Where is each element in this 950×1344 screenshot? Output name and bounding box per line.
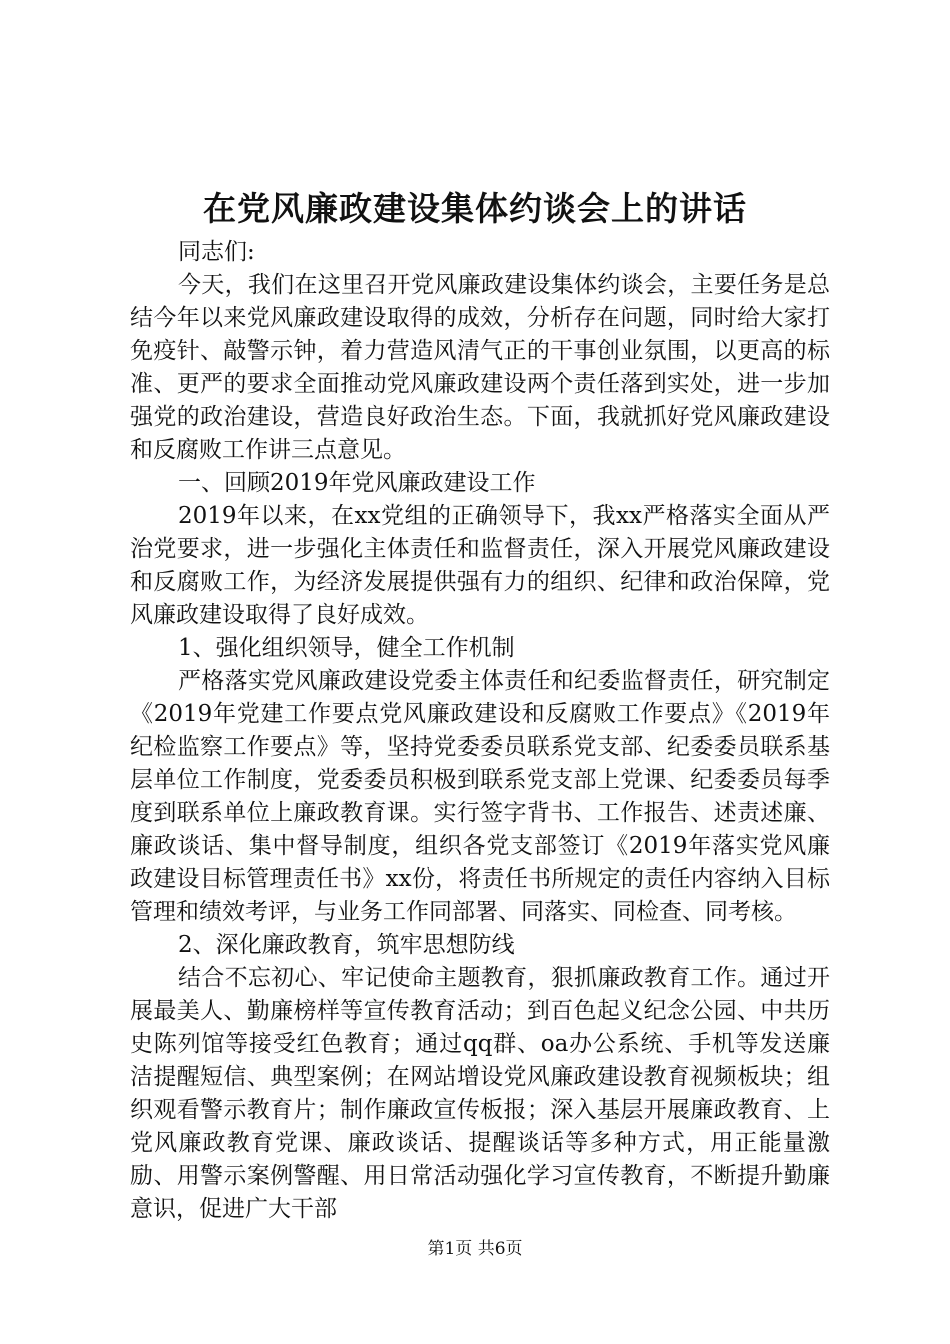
salutation: 同志们: [178,239,255,265]
subsection-heading-1: 1、强化组织领导，健全工作机制 [178,635,515,661]
subsection-2-paragraph: 结合不忘初心、牢记使命主题教育，狠抓廉政教育工作。通过开展最美人、勤廉榜样等宣传教育活动；到百色起义纪念公园、中共历史陈列馆等接受红色教育；通过qq群、oa办公系统、手机等发送廉洁提醒短信、典型案例；在网站增设党风廉政建设教育视频板块；组织观看警示教育片；制作廉政宣传板报；深入基层开展廉政教育、上党风廉政教育党课、廉政谈话、提醒谈话等多种方式，用正能量激励、用警示案例警醒、用日常活动强化学习宣传教育，不断提升勤廉意识，促进广大干部 [130,965,830,1222]
section-1-paragraph: 2019年以来，在xx党组的正确领导下，我xx严格落实全面从严治党要求，进一步强化主体责任和监督责任，深入开展党风廉政建设和反腐败工作，为经济发展提供强有力的组织、纪律和政治保障，党风廉政建设取得了良好成效。 [130,503,830,628]
subsection-heading-2: 2、深化廉政教育，筑牢思想防线 [178,932,515,958]
page-title: 在党风廉政建设集体约谈会上的讲话 [203,189,747,228]
section-heading-1: 一、回顾2019年党风廉政建设工作 [178,470,536,496]
page-footer: 第1页 共6页 [427,1239,523,1259]
document-body [130,236,830,1226]
intro-paragraph: 今天，我们在这里召开党风廉政建设集体约谈会，主要任务是总结今年以来党风廉政建设取得的成效，分析存在问题，同时给大家打免疫针、敲警示钟，着力营造风清气正的干事创业氛围，以更高的标准、更严的要求全面推动党风廉政建设两个责任落到实处，进一步加强党的政治建设，营造良好政治生态。下面，我就抓好党风廉政建设和反腐败工作讲三点意见。 [130,272,830,463]
subsection-1-paragraph: 严格落实党风廉政建设党委主体责任和纪委监督责任，研究制定《2019年党建工作要点党风廉政建设和反腐败工作要点》《2019年纪检监察工作要点》等，坚持党委委员联系党支部、纪委委员联系基层单位工作制度，党委委员积极到联系党支部上党课、纪委委员每季度到联系单位上廉政教育课。实行签字背书、工作报告、述责述廉、廉政谈话、集中督导制度，组织各党支部签订《2019年落实党风廉政建设目标管理责任书》xx份，将责任书所规定的责任内容纳入目标管理和绩效考评，与业务工作同部署、同落实、同检查、同考核。 [130,668,830,925]
